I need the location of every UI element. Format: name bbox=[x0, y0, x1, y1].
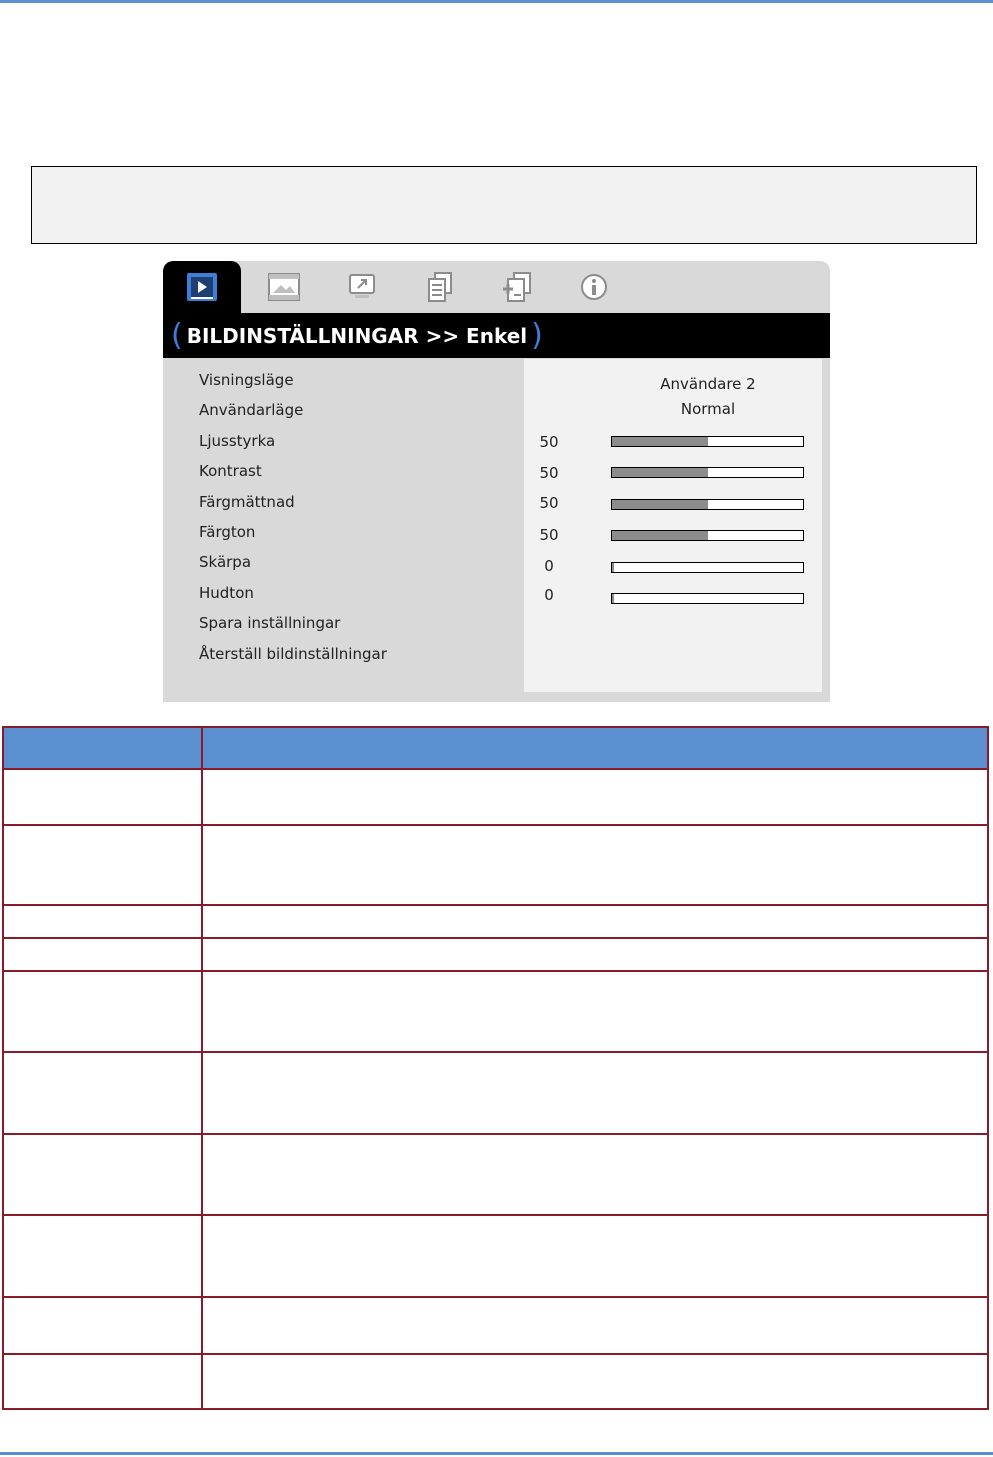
brightness-slider[interactable] bbox=[611, 436, 804, 447]
note-box bbox=[31, 166, 977, 244]
top-rule bbox=[0, 0, 993, 3]
menu-item-skin-tone[interactable]: Hudton bbox=[199, 584, 254, 602]
osd-title: BILDINSTÄLLNINGAR >> Enkel bbox=[186, 323, 528, 348]
table-cell bbox=[3, 938, 202, 971]
skin-tone-number: 0 bbox=[544, 586, 554, 604]
menu-item-contrast[interactable]: Kontrast bbox=[199, 462, 262, 480]
menu-item-save-settings[interactable]: Spara inställningar bbox=[199, 614, 341, 632]
slider-fill bbox=[612, 437, 708, 446]
hue-slider[interactable] bbox=[611, 530, 804, 541]
brightness-number: 50 bbox=[539, 433, 559, 451]
table-header-cell bbox=[202, 727, 988, 769]
osd-menu bbox=[163, 261, 830, 702]
document-add-icon bbox=[502, 271, 534, 303]
tab-info[interactable] bbox=[555, 261, 633, 313]
title-paren-right: ) bbox=[531, 317, 543, 353]
picture-play-icon bbox=[186, 272, 218, 302]
osd-title-bar bbox=[163, 313, 830, 358]
hue-number: 50 bbox=[539, 526, 559, 544]
table-row bbox=[3, 1134, 988, 1215]
table-cell bbox=[202, 1134, 988, 1215]
user-mode-value: Normal bbox=[680, 400, 736, 418]
table-row bbox=[3, 1215, 988, 1297]
slider-fill bbox=[612, 500, 708, 509]
table-cell bbox=[202, 825, 988, 905]
info-icon bbox=[580, 273, 608, 301]
contrast-slider[interactable] bbox=[611, 467, 804, 478]
sharpness-number: 0 bbox=[544, 557, 554, 575]
table-cell bbox=[3, 971, 202, 1052]
table-cell bbox=[3, 769, 202, 825]
table-row bbox=[3, 905, 988, 938]
slider-fill bbox=[612, 468, 708, 477]
osd-tab-bar bbox=[163, 261, 830, 313]
table-cell bbox=[202, 971, 988, 1052]
menu-item-sharpness[interactable]: Skärpa bbox=[199, 553, 252, 571]
table-cell bbox=[3, 825, 202, 905]
table-cell bbox=[202, 1215, 988, 1297]
slider-fill bbox=[612, 531, 708, 540]
table-cell bbox=[202, 905, 988, 938]
skin-tone-slider[interactable] bbox=[611, 593, 804, 604]
table-cell bbox=[3, 1297, 202, 1354]
table-row bbox=[3, 825, 988, 905]
table-cell bbox=[202, 938, 988, 971]
table-row bbox=[3, 1297, 988, 1354]
table-row bbox=[3, 971, 988, 1052]
table-cell bbox=[202, 1052, 988, 1134]
saturation-slider[interactable] bbox=[611, 499, 804, 510]
sharpness-slider[interactable] bbox=[611, 562, 804, 573]
table-cell bbox=[202, 1354, 988, 1409]
table-cell bbox=[3, 1215, 202, 1297]
saturation-number: 50 bbox=[539, 494, 559, 512]
display-screen-icon bbox=[347, 273, 377, 301]
slider-fill bbox=[612, 594, 614, 603]
tab-picture[interactable] bbox=[163, 261, 241, 313]
table-cell bbox=[3, 1354, 202, 1409]
description-table bbox=[2, 726, 989, 1410]
menu-item-display-mode[interactable]: Visningsläge bbox=[199, 371, 294, 389]
slider-fill bbox=[612, 563, 614, 572]
tab-setup[interactable] bbox=[401, 261, 479, 313]
table-header-row bbox=[3, 727, 988, 769]
table-cell bbox=[3, 1052, 202, 1134]
menu-item-saturation[interactable]: Färgmättnad bbox=[199, 493, 295, 511]
menu-item-hue[interactable]: Färgton bbox=[199, 523, 256, 541]
menu-item-user-mode[interactable]: Användarläge bbox=[199, 401, 304, 419]
table-header-cell bbox=[3, 727, 202, 769]
table-row bbox=[3, 938, 988, 971]
document-pages-icon bbox=[425, 271, 455, 303]
table-cell bbox=[202, 1297, 988, 1354]
table-cell bbox=[202, 769, 988, 825]
film-picture-icon bbox=[268, 273, 300, 301]
table-cell bbox=[3, 1134, 202, 1215]
bottom-rule bbox=[0, 1452, 993, 1455]
title-paren-left: ( bbox=[171, 317, 183, 353]
table-row bbox=[3, 1052, 988, 1134]
display-mode-value: Användare 2 bbox=[660, 375, 756, 393]
contrast-number: 50 bbox=[539, 464, 559, 482]
menu-item-reset-picture[interactable]: Återställ bildinställningar bbox=[199, 645, 387, 663]
table-row bbox=[3, 769, 988, 825]
tab-advanced[interactable] bbox=[479, 261, 557, 313]
tab-film[interactable] bbox=[245, 261, 323, 313]
tab-display[interactable] bbox=[323, 261, 401, 313]
table-cell bbox=[3, 905, 202, 938]
table-row bbox=[3, 1354, 988, 1409]
menu-item-brightness[interactable]: Ljusstyrka bbox=[199, 432, 276, 450]
